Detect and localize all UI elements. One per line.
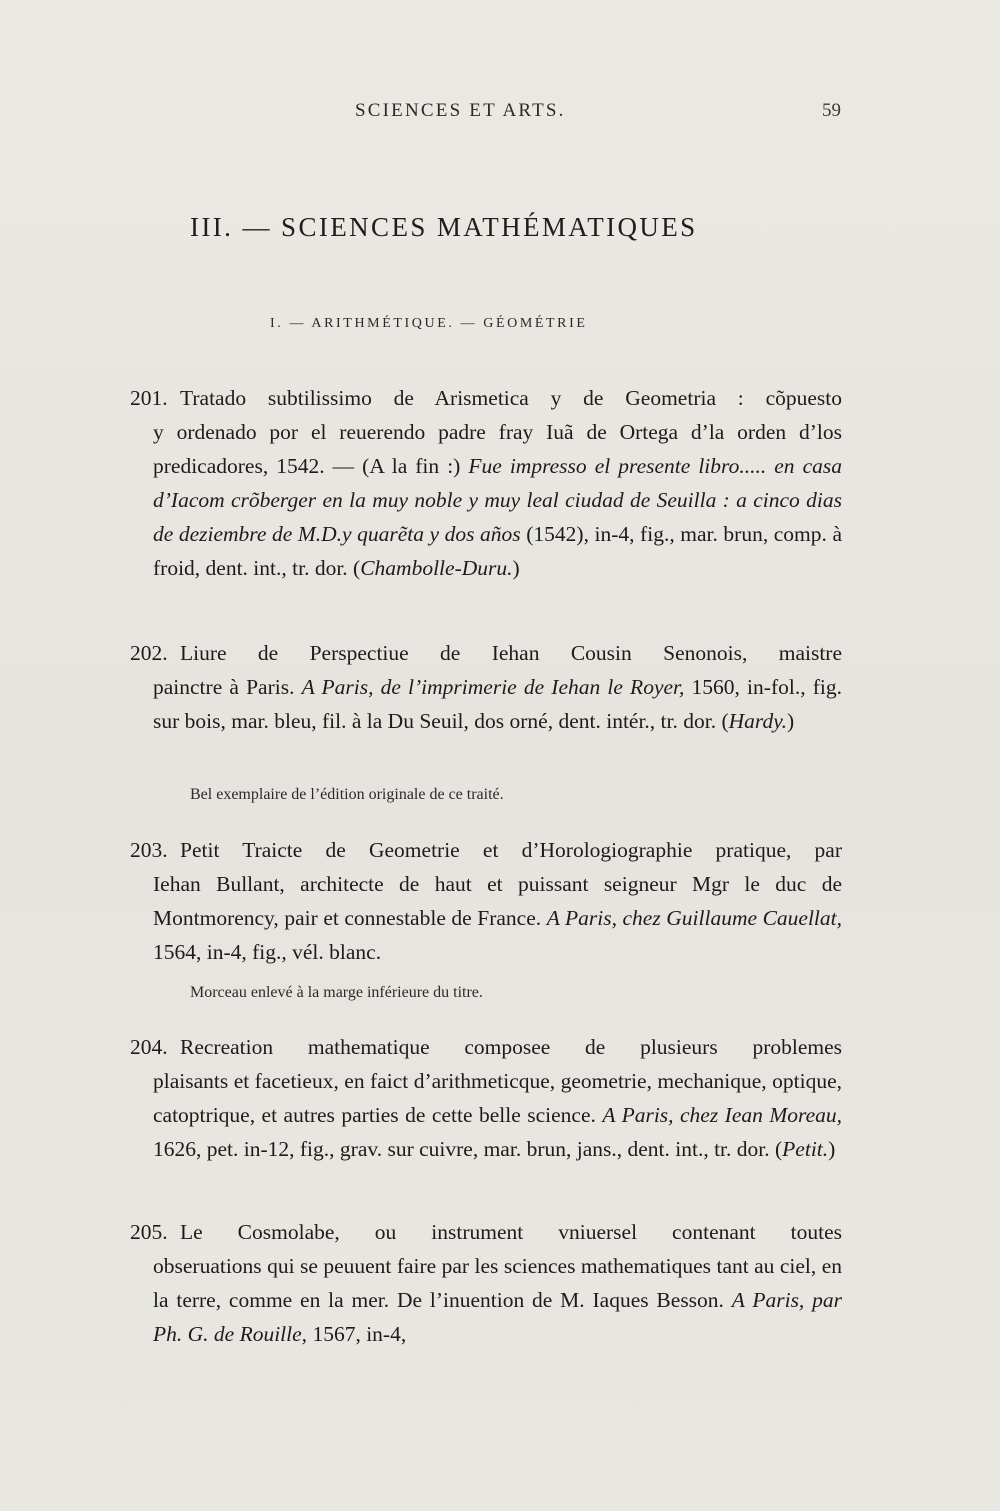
- entry-first-line: [130, 1215, 842, 1249]
- catalog-entry-205: [130, 1215, 842, 1351]
- entry-continuation: [130, 1249, 842, 1351]
- entry-text: 1567, in-4,: [307, 1322, 407, 1346]
- entry-first-line: [130, 636, 842, 670]
- entry-binder: Hardy.: [728, 709, 787, 733]
- entry-first-text: Recreation mathematique composee de plusieurs problemes: [180, 1035, 842, 1059]
- entry-first-line: [130, 833, 842, 867]
- catalog-entry-201: [130, 381, 842, 585]
- entry-first-text: Liure de Perspectiue de Iehan Cousin Senonois, maistre: [180, 641, 842, 665]
- entry-first-text: Le Cosmolabe, ou instrument vniuersel contenant toutes: [180, 1220, 842, 1244]
- entry-first-text: Petit Traicte de Geometrie et d’Horologiographie pratique, par: [180, 838, 842, 862]
- entry-continuation: [130, 415, 842, 585]
- entry-number: 203.: [130, 838, 168, 862]
- entry-text: 1560, in-fol., fig. sur bois, mar. bleu, fil. à la Du Seuil, dos orné, dent. intér., tr. dor. (: [153, 675, 842, 733]
- entry-text: obseruations qui se peuuent faire par les sciences mathematiques tant au ciel, en la terre, comme en la mer. De l’inuention de M. Iaques Besson.: [153, 1254, 842, 1312]
- subsection-title: I. — ARITHMÉTIQUE. — GÉOMÉTRIE: [270, 316, 588, 331]
- entry-imprint: A Paris, chez Iean Moreau,: [602, 1103, 843, 1127]
- entry-text: 1626, pet. in-12, fig., grav. sur cuivre, mar. brun, jans., dent. int., tr. dor. (: [153, 1137, 783, 1161]
- entry-first-line: [130, 381, 842, 415]
- entry-text: (1542), in-4, fig., mar. brun, comp. à froid, dent. int., tr. dor. (: [153, 522, 842, 580]
- entry-note: Bel exemplaire de l’édition originale de ce traité.: [190, 786, 504, 803]
- entry-imprint: A Paris, de l’imprimerie de Iehan le Royer,: [301, 675, 685, 699]
- entry-note: Morceau enlevé à la marge inférieure du titre.: [190, 984, 483, 1001]
- catalog-entry-202: [130, 636, 842, 738]
- page-number: 59: [822, 100, 841, 121]
- entry-text: painctre à Paris.: [153, 675, 302, 699]
- catalog-entry-204: [130, 1030, 842, 1166]
- entry-number: 205.: [130, 1220, 168, 1244]
- entry-text: 1564, in-4, fig., vél. blanc.: [153, 940, 382, 964]
- entry-imprint: Fue impresso el presente libro..... en casa d’Iacom crõberger en la muy noble y muy leal ciudad de Seuilla : a cinco dias de deziembre de M.D.y quarẽta y dos años: [153, 454, 842, 546]
- entry-continuation: [130, 867, 842, 969]
- entry-continuation: [130, 670, 842, 738]
- entry-number: 202.: [130, 641, 168, 665]
- entry-text: y ordenado por el reuerendo padre fray Iuã de Ortega d’la orden d’los predicadores, 1542. — (A la fin :): [153, 420, 842, 478]
- entry-text: Iehan Bullant, architecte de haut et puissant seigneur Mgr le duc de Montmorency, pair et connestable de France.: [153, 872, 842, 930]
- entry-first-text: Tratado subtilissimo de Arismetica y de Geometria : cõpuesto: [180, 386, 842, 410]
- entry-continuation: [130, 1064, 842, 1166]
- entry-text: ): [512, 556, 520, 580]
- entry-number: 204.: [130, 1035, 168, 1059]
- entry-binder: Chambolle-Duru.: [360, 556, 513, 580]
- entry-binder: Petit.: [782, 1137, 829, 1161]
- entry-imprint: A Paris, par Ph. G. de Rouille,: [153, 1288, 843, 1346]
- running-head: SCIENCES ET ARTS.: [355, 100, 566, 121]
- entry-first-line: [130, 1030, 842, 1064]
- section-title: III. — SCIENCES MATHÉMATIQUES: [190, 212, 698, 242]
- catalog-entry-203: [130, 833, 842, 969]
- entry-number: 201.: [130, 386, 168, 410]
- entry-text: ): [828, 1137, 836, 1161]
- entry-text: plaisants et facetieux, en faict d’arithmeticque, geometrie, mechanique, optique, catoptrique, et autres parties de cette belle science.: [153, 1069, 842, 1127]
- entry-imprint: A Paris, chez Guillaume Cauellat,: [546, 906, 842, 930]
- entry-text: ): [786, 709, 795, 733]
